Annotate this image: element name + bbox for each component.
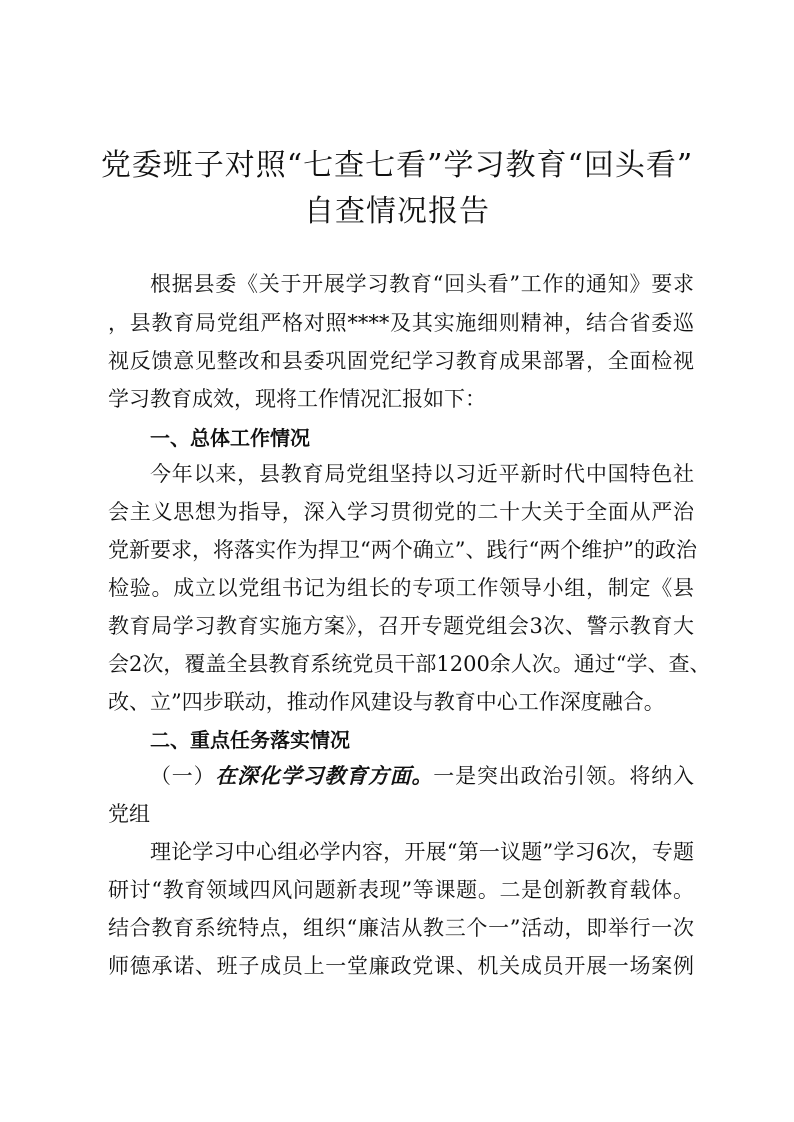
intro-line-4: 学习教育成效，现将工作情况汇报如下： bbox=[108, 387, 486, 411]
subsection-1-label: （一） bbox=[150, 764, 216, 788]
document-title-line-2: 自查情况报告 bbox=[304, 194, 490, 229]
intro-line-3: 视反馈意见整改和县委巩固党纪学习教育成果部署，全面检视 bbox=[108, 349, 694, 373]
subsection-1-line-2: 党组 bbox=[108, 802, 150, 826]
intro-line-2: ，县教育局党组严格对照****及其实施细则精神，结合省委巡 bbox=[108, 311, 694, 335]
section-heading-1: 一、总体工作情况 bbox=[150, 426, 310, 450]
section-heading-2: 二、重点任务落实情况 bbox=[150, 728, 350, 752]
para2-line-1: 理论学习中心组必学内容，开展“第一议题”学习6次，专题 bbox=[150, 840, 694, 864]
section1-line-2: 会主义思想为指导，深入学习贯彻党的二十大关于全面从严治 bbox=[108, 500, 694, 524]
subsection-1-first-line bbox=[150, 761, 694, 791]
para2-line-4: 师德承诺、班子成员上一堂廉政党课、机关成员开展一场案例 bbox=[108, 954, 694, 978]
section1-line-1: 今年以来，县教育局党组坚持以习近平新时代中国特色社 bbox=[150, 462, 694, 486]
section1-line-3: 党新要求，将落实作为捍卫“两个确立”、践行“两个维护”的政治 bbox=[108, 538, 697, 562]
para2-line-2: 研讨“教育领域四风问题新表现”等课题。二是创新教育载体。 bbox=[108, 878, 694, 902]
section1-line-7: 改、立”四步联动，推动作风建设与教育中心工作深度融合。 bbox=[108, 690, 665, 714]
subsection-1-rest: 一是突出政治引领。将纳入 bbox=[433, 764, 695, 788]
intro-line-1: 根据县委《关于开展学习教育“回头看”工作的通知》要求 bbox=[150, 272, 694, 296]
para2-line-3: 结合教育系统特点，组织“廉洁从教三个一”活动，即举行一次 bbox=[108, 916, 694, 940]
document-title-line-1: 党委班子对照“七查七看”学习教育“回头看” bbox=[100, 148, 694, 183]
section1-line-4: 检验。成立以党组书记为组长的专项工作领导小组，制定《县 bbox=[108, 576, 694, 600]
subsection-1-emphasis: 在深化学习教育方面。 bbox=[215, 763, 434, 788]
section1-line-5: 教育局学习教育实施方案》，召开专题党组会3次、警示教育大 bbox=[108, 614, 694, 638]
section1-line-6: 会2次，覆盖全县教育系统党员干部1200余人次。通过“学、查、 bbox=[108, 652, 711, 676]
